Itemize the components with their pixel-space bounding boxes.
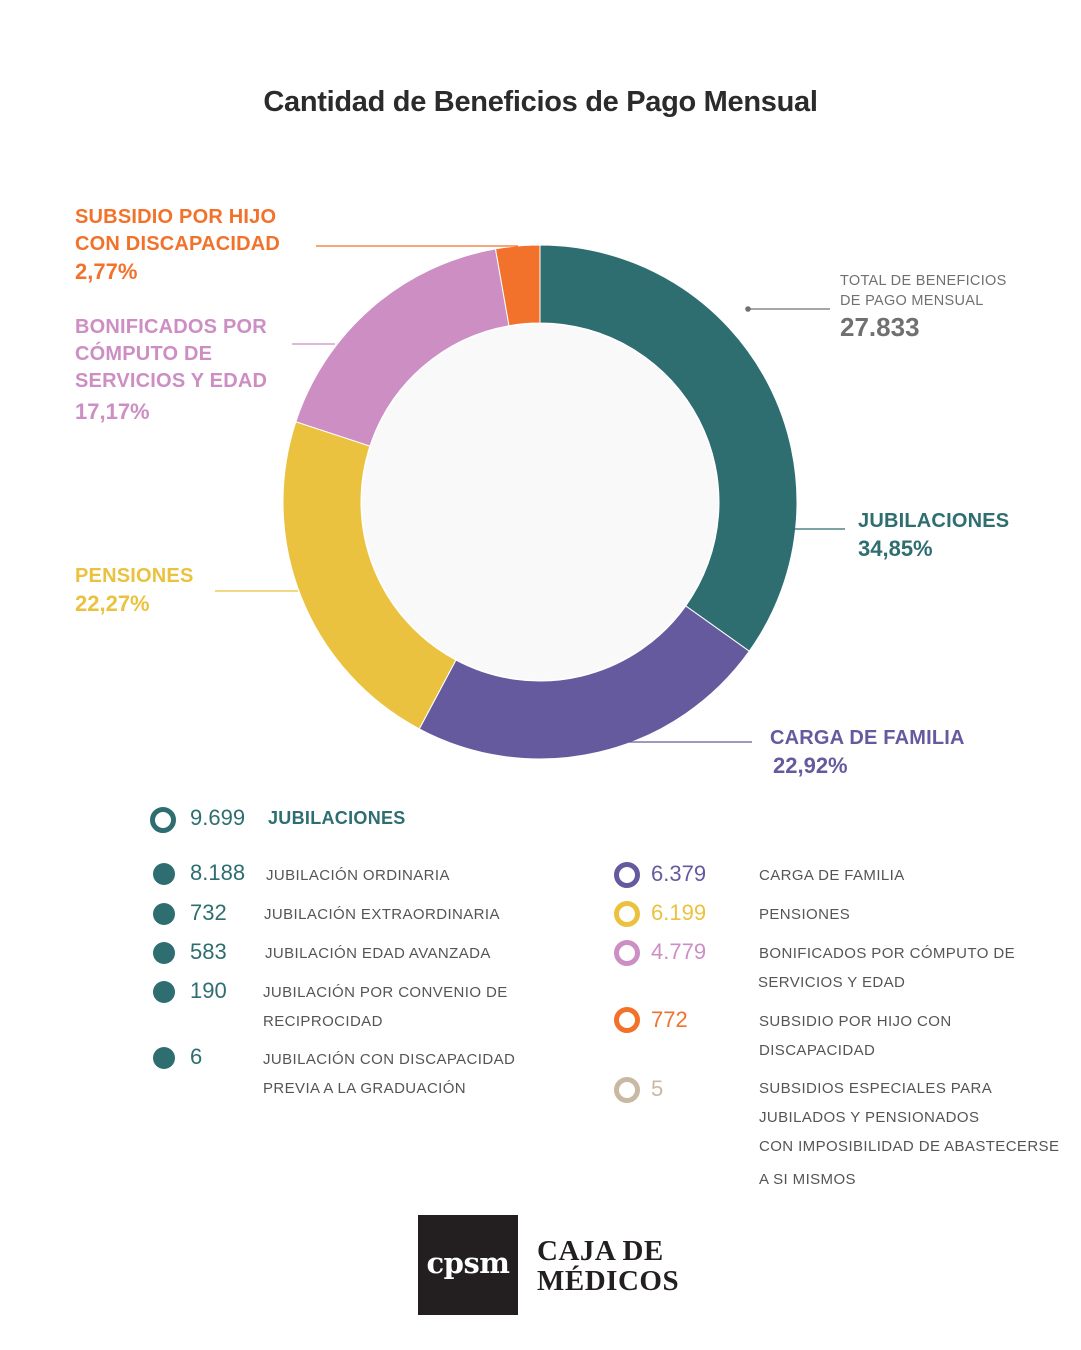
legend-value-pensiones: 6.199: [651, 900, 707, 925]
legend-dot-icon: [153, 942, 175, 964]
legend-label-especiales-2: JUBILADOS Y PENSIONADOS: [759, 1109, 980, 1126]
legend-value-bonificados: 4.779: [651, 939, 707, 964]
label-jubilaciones-name: JUBILACIONES: [858, 510, 1010, 532]
jubilaciones-ring-icon: [150, 807, 176, 833]
cpsm-logo: cpsm: [418, 1215, 518, 1315]
label-carga-name: CARGA DE FAMILIA: [770, 727, 965, 749]
chart-title: Cantidad de Beneficios de Pago Mensual: [263, 86, 818, 118]
legend-label-especiales-1: SUBSIDIOS ESPECIALES PARA: [759, 1080, 993, 1097]
label-bonificados-pct: 17,17%: [75, 399, 150, 424]
legend-jubilaciones-total: 9.699: [190, 805, 246, 830]
legend-label-bonificados-1: BONIFICADOS POR CÓMPUTO DE: [759, 945, 1015, 962]
total-caption-line1: TOTAL DE BENEFICIOS: [840, 273, 1007, 289]
label-carga-pct: 22,92%: [773, 753, 848, 778]
label-jubilaciones: [858, 508, 1009, 563]
label-bonificados: [75, 314, 267, 426]
total-value: 27.833: [840, 312, 920, 342]
legend-label-bonificados-2: SERVICIOS Y EDAD: [758, 974, 906, 991]
legend-value-carga: 6.379: [651, 861, 707, 886]
logo-line2: MÉDICOS: [537, 1265, 680, 1297]
label-pensiones-pct: 22,27%: [75, 591, 150, 616]
legend-jubilaciones-header: JUBILACIONES: [268, 808, 406, 828]
pensiones-ring-icon: [614, 901, 640, 927]
total-block: [840, 271, 1007, 343]
legend-label-reciprocidad-2: RECIPROCIDAD: [263, 1013, 383, 1030]
legend-value-especiales: 5: [651, 1076, 664, 1101]
legend-value-subsidio: 772: [651, 1007, 688, 1032]
label-bonificados-line1: BONIFICADOS POR: [75, 316, 267, 338]
label-jubilaciones-pct: 34,85%: [858, 536, 933, 561]
label-bonificados-line3: SERVICIOS Y EDAD: [75, 370, 268, 392]
label-carga: [770, 725, 965, 780]
legend-label-discapacidad-1: JUBILACIÓN CON DISCAPACIDAD: [263, 1051, 516, 1068]
label-subsidio-pct: 2,77%: [75, 259, 138, 284]
legend-label-discapacidad-2: PREVIA A LA GRADUACIÓN: [263, 1080, 467, 1097]
label-bonificados-line2: CÓMPUTO DE: [75, 343, 213, 365]
bonificados-ring-icon: [614, 940, 640, 966]
subsidio-ring-icon: [614, 1007, 640, 1033]
legend-dot-icon: [153, 1047, 175, 1069]
legend-label-edad-avanzada: JUBILACIÓN EDAD AVANZADA: [265, 945, 491, 962]
legend-value-extraordinaria: 732: [190, 900, 227, 925]
donut-center: [362, 324, 718, 680]
legend-value-edad-avanzada: 583: [190, 939, 227, 964]
legend-label-especiales-3: CON IMPOSIBILIDAD DE ABASTECERSE: [759, 1138, 1060, 1155]
legend-value-reciprocidad: 190: [190, 978, 227, 1003]
label-subsidio-line2: CON DISCAPACIDAD: [75, 233, 281, 255]
label-pensiones-name: PENSIONES: [75, 565, 194, 587]
label-subsidio: [75, 204, 280, 286]
legend-label-ordinaria: JUBILACIÓN ORDINARIA: [266, 867, 450, 884]
label-pensiones: [75, 563, 194, 618]
leader-dot-total: [745, 306, 751, 312]
legend-value-ordinaria: 8.188: [190, 860, 246, 885]
legend-label-extraordinaria: JUBILACIÓN EXTRAORDINARIA: [264, 906, 500, 923]
logo-line1: CAJA DE: [537, 1235, 664, 1267]
legend-value-discapacidad: 6: [190, 1044, 203, 1069]
legend-label-subsidio-2: DISCAPACIDAD: [759, 1042, 876, 1059]
legend-label-reciprocidad-1: JUBILACIÓN POR CONVENIO DE: [263, 984, 508, 1001]
legend-label-especiales-4: A SI MISMOS: [759, 1171, 856, 1188]
total-caption-line2: DE PAGO MENSUAL: [840, 293, 984, 309]
legend-dot-icon: [153, 981, 175, 1003]
label-subsidio-line1: SUBSIDIO POR HIJO: [75, 206, 277, 228]
legend-dot-icon: [153, 863, 175, 885]
legend-label-carga: CARGA DE FAMILIA: [759, 867, 905, 884]
legend-label-subsidio-1: SUBSIDIO POR HIJO CON: [759, 1013, 952, 1030]
carga-ring-icon: [614, 862, 640, 888]
subsidios-especiales-ring-icon: [614, 1077, 640, 1103]
legend-dot-icon: [153, 903, 175, 925]
legend-label-pensiones: PENSIONES: [759, 906, 851, 923]
caja-de-medicos-wordmark: [537, 1236, 679, 1296]
